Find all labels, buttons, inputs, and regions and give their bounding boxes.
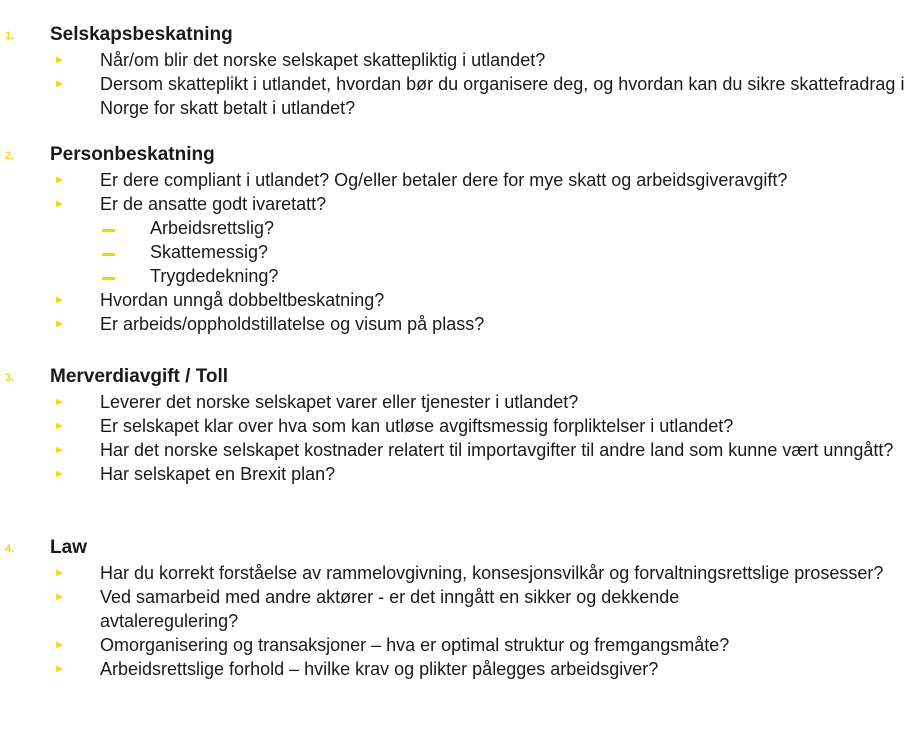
section-title: Merverdiavgift / Toll: [50, 366, 229, 387]
list-item-text: Arbeidsrettslige forhold – hvilke krav og plikter pålegges arbeidsgiver?: [100, 659, 659, 679]
sub-list-item-text: Arbeidsrettslig?: [150, 218, 275, 238]
triangle-right-icon: ►: [54, 663, 65, 675]
triangle-right-icon: ►: [54, 567, 65, 579]
sub-list-item: [0, 264, 922, 288]
list-item-text: Ved samarbeid med andre aktører - er det inngått en sikker og dekkende avtaleregulering?: [100, 587, 680, 631]
list-item-text: Er de ansatte godt ivaretatt?: [100, 194, 327, 214]
dash-icon: [102, 253, 115, 256]
section-number: 1.: [5, 30, 15, 42]
section-number: 3.: [5, 372, 15, 384]
list-item-text: Er selskapet klar over hva som kan utløse avgiftsmessig forpliktelser i utlandet?: [100, 416, 734, 436]
section-title: Personbeskatning: [50, 144, 215, 165]
section-heading: [0, 144, 922, 168]
list-item-text: Har selskapet en Brexit plan?: [100, 464, 336, 484]
list-item-text: Når/om blir det norske selskapet skattepliktig i utlandet?: [100, 50, 546, 70]
triangle-right-icon: ►: [54, 198, 65, 210]
sub-list-item: [0, 216, 922, 240]
section-selskapsbeskatning: [0, 24, 922, 120]
dash-icon: [102, 277, 115, 280]
list-item: [0, 561, 922, 585]
section-heading: [0, 537, 922, 561]
triangle-right-icon: ►: [54, 174, 65, 186]
section-merverdiavgift-toll: [0, 366, 922, 486]
list-item: [0, 72, 922, 120]
list-item: [0, 462, 922, 486]
sub-list-item-text: Skattemessig?: [150, 242, 269, 262]
sub-list-item-text: Trygdedekning?: [150, 266, 279, 286]
triangle-right-icon: ►: [54, 468, 65, 480]
triangle-right-icon: ►: [54, 54, 65, 66]
section-heading: [0, 366, 922, 390]
dash-icon: [102, 229, 115, 232]
triangle-right-icon: ►: [54, 420, 65, 432]
triangle-right-icon: ►: [54, 318, 65, 330]
triangle-right-icon: ►: [54, 591, 65, 603]
sub-list-item: [0, 240, 922, 264]
list-item-text: Leverer det norske selskapet varer eller tjenester i utlandet?: [100, 392, 579, 412]
triangle-right-icon: ►: [54, 396, 65, 408]
section-heading: [0, 24, 922, 48]
section-personbeskatning: [0, 144, 922, 336]
triangle-right-icon: ►: [54, 294, 65, 306]
list-item: [0, 390, 922, 414]
list-item: [0, 288, 922, 312]
section-title: Law: [50, 537, 87, 558]
section-title: Selskapsbeskatning: [50, 24, 233, 45]
triangle-right-icon: ►: [54, 639, 65, 651]
triangle-right-icon: ►: [54, 444, 65, 456]
section-law: [0, 537, 922, 681]
list-item-text: Dersom skatteplikt i utlandet, hvordan bør du organisere deg, og hvordan kan du sikre skattefradrag i Norge for skatt betalt i utlandet?: [100, 74, 905, 118]
list-item: [0, 168, 922, 192]
list-item-text: Omorganisering og transaksjoner – hva er optimal struktur og fremgangsmåte?: [100, 635, 730, 655]
triangle-right-icon: ►: [54, 78, 65, 90]
list-item: [0, 438, 922, 462]
list-item-text: Hvordan unngå dobbeltbeskatning?: [100, 290, 385, 310]
list-item: [0, 585, 922, 633]
list-item-text: Er dere compliant i utlandet? Og/eller betaler dere for mye skatt og arbeidsgiveravgift?: [100, 170, 788, 190]
list-item: [0, 657, 922, 681]
list-item: [0, 414, 922, 438]
list-item-text: Har det norske selskapet kostnader relatert til importavgifter til andre land som kunne vært unngått?: [100, 440, 894, 460]
list-item: [0, 312, 922, 336]
list-item-text: Har du korrekt forståelse av rammelovgivning, konsesjonsvilkår og forvaltningsrettslige prosesser?: [100, 563, 884, 583]
section-number: 2.: [5, 150, 15, 162]
list-item: [0, 633, 922, 657]
list-item: [0, 48, 922, 72]
section-number: 4.: [5, 543, 15, 555]
list-item-text: Er arbeids/oppholdstillatelse og visum på plass?: [100, 314, 485, 334]
list-item: [0, 192, 922, 216]
